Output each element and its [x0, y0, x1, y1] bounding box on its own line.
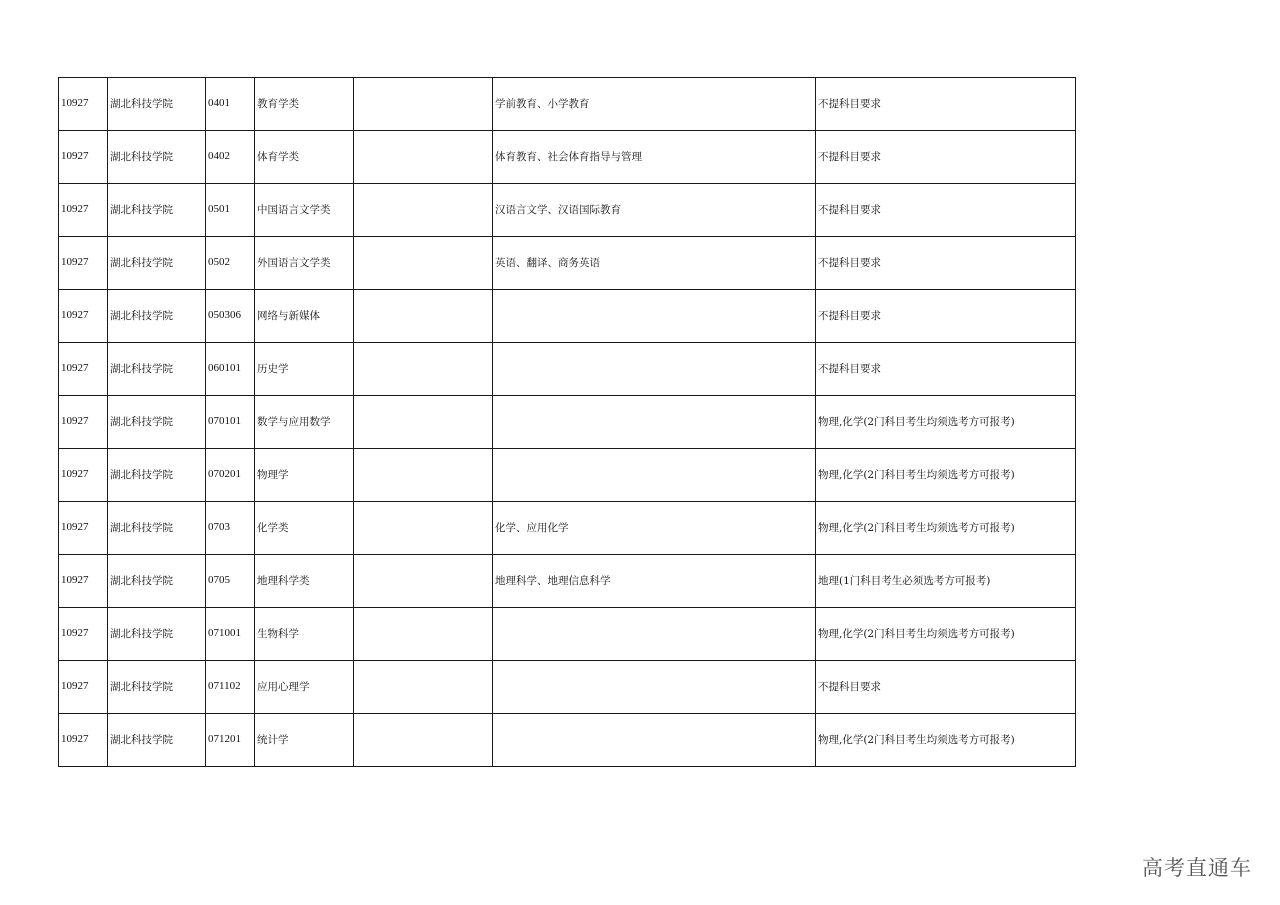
subject-requirements-table	[58, 77, 1076, 767]
subject-requirement-cell: 不提科目要求	[816, 78, 1076, 131]
major-name-cell: 历史学	[255, 343, 354, 396]
note-cell	[354, 661, 493, 714]
school-name-cell: 湖北科技学院	[108, 714, 206, 767]
major-name-cell: 生物科学	[255, 608, 354, 661]
table-row	[59, 290, 1076, 343]
school-code-cell: 10927	[59, 237, 108, 290]
school-code-cell: 10927	[59, 184, 108, 237]
school-code-cell: 10927	[59, 290, 108, 343]
school-name-cell: 湖北科技学院	[108, 131, 206, 184]
included-majors-cell: 汉语言文学、汉语国际教育	[493, 184, 816, 237]
major-name-cell: 地理科学类	[255, 555, 354, 608]
table-row	[59, 714, 1076, 767]
table-row	[59, 608, 1076, 661]
subject-requirement-cell: 地理(1门科目考生必须选考方可报考)	[816, 555, 1076, 608]
included-majors-cell: 地理科学、地理信息科学	[493, 555, 816, 608]
school-name-cell: 湖北科技学院	[108, 290, 206, 343]
school-code-cell: 10927	[59, 78, 108, 131]
included-majors-cell	[493, 608, 816, 661]
school-name-cell: 湖北科技学院	[108, 343, 206, 396]
included-majors-cell: 体育教育、社会体育指导与管理	[493, 131, 816, 184]
school-code-cell: 10927	[59, 661, 108, 714]
major-name-cell: 化学类	[255, 502, 354, 555]
included-majors-cell	[493, 290, 816, 343]
note-cell	[354, 237, 493, 290]
subject-requirement-cell: 物理,化学(2门科目考生均须选考方可报考)	[816, 396, 1076, 449]
school-name-cell: 湖北科技学院	[108, 184, 206, 237]
table-row	[59, 131, 1076, 184]
school-name-cell: 湖北科技学院	[108, 237, 206, 290]
school-name-cell: 湖北科技学院	[108, 449, 206, 502]
major-name-cell: 网络与新媒体	[255, 290, 354, 343]
major-code-cell: 050306	[206, 290, 255, 343]
table-row	[59, 396, 1076, 449]
school-name-cell: 湖北科技学院	[108, 502, 206, 555]
note-cell	[354, 608, 493, 661]
school-code-cell: 10927	[59, 714, 108, 767]
school-name-cell: 湖北科技学院	[108, 555, 206, 608]
school-code-cell: 10927	[59, 608, 108, 661]
included-majors-cell	[493, 714, 816, 767]
watermark-text: 高考直通车	[1142, 856, 1252, 880]
major-code-cell: 071102	[206, 661, 255, 714]
note-cell	[354, 343, 493, 396]
major-name-cell: 外国语言文学类	[255, 237, 354, 290]
major-code-cell: 0705	[206, 555, 255, 608]
note-cell	[354, 78, 493, 131]
subject-requirement-cell: 不提科目要求	[816, 131, 1076, 184]
table-row	[59, 78, 1076, 131]
major-name-cell: 数学与应用数学	[255, 396, 354, 449]
major-name-cell: 应用心理学	[255, 661, 354, 714]
note-cell	[354, 396, 493, 449]
subject-requirement-cell: 不提科目要求	[816, 343, 1076, 396]
major-name-cell: 物理学	[255, 449, 354, 502]
note-cell	[354, 449, 493, 502]
note-cell	[354, 555, 493, 608]
subject-requirement-cell: 不提科目要求	[816, 184, 1076, 237]
table-row	[59, 555, 1076, 608]
school-name-cell: 湖北科技学院	[108, 608, 206, 661]
table-row	[59, 184, 1076, 237]
major-code-cell: 0501	[206, 184, 255, 237]
major-code-cell: 070101	[206, 396, 255, 449]
included-majors-cell: 英语、翻译、商务英语	[493, 237, 816, 290]
table-row	[59, 237, 1076, 290]
major-code-cell: 071201	[206, 714, 255, 767]
note-cell	[354, 131, 493, 184]
note-cell	[354, 714, 493, 767]
included-majors-cell: 学前教育、小学教育	[493, 78, 816, 131]
school-code-cell: 10927	[59, 396, 108, 449]
subject-requirement-cell: 物理,化学(2门科目考生均须选考方可报考)	[816, 608, 1076, 661]
subject-requirement-cell: 不提科目要求	[816, 237, 1076, 290]
included-majors-cell: 化学、应用化学	[493, 502, 816, 555]
table-row	[59, 343, 1076, 396]
major-code-cell: 070201	[206, 449, 255, 502]
school-name-cell: 湖北科技学院	[108, 396, 206, 449]
school-code-cell: 10927	[59, 502, 108, 555]
table-row	[59, 449, 1076, 502]
major-name-cell: 教育学类	[255, 78, 354, 131]
subject-requirement-cell: 物理,化学(2门科目考生均须选考方可报考)	[816, 502, 1076, 555]
subject-requirement-cell: 不提科目要求	[816, 661, 1076, 714]
table-row	[59, 661, 1076, 714]
major-name-cell: 统计学	[255, 714, 354, 767]
major-name-cell: 体育学类	[255, 131, 354, 184]
included-majors-cell	[493, 396, 816, 449]
included-majors-cell	[493, 661, 816, 714]
school-code-cell: 10927	[59, 555, 108, 608]
table-row	[59, 502, 1076, 555]
school-code-cell: 10927	[59, 131, 108, 184]
major-name-cell: 中国语言文学类	[255, 184, 354, 237]
included-majors-cell	[493, 449, 816, 502]
major-code-cell: 060101	[206, 343, 255, 396]
school-code-cell: 10927	[59, 343, 108, 396]
subject-requirement-cell: 物理,化学(2门科目考生均须选考方可报考)	[816, 714, 1076, 767]
note-cell	[354, 502, 493, 555]
subject-requirement-cell: 物理,化学(2门科目考生均须选考方可报考)	[816, 449, 1076, 502]
note-cell	[354, 290, 493, 343]
major-code-cell: 0703	[206, 502, 255, 555]
school-code-cell: 10927	[59, 449, 108, 502]
note-cell	[354, 184, 493, 237]
school-name-cell: 湖北科技学院	[108, 661, 206, 714]
major-code-cell: 071001	[206, 608, 255, 661]
included-majors-cell	[493, 343, 816, 396]
table-body	[59, 78, 1076, 767]
major-code-cell: 0401	[206, 78, 255, 131]
major-code-cell: 0402	[206, 131, 255, 184]
school-name-cell: 湖北科技学院	[108, 78, 206, 131]
major-code-cell: 0502	[206, 237, 255, 290]
subject-requirement-cell: 不提科目要求	[816, 290, 1076, 343]
